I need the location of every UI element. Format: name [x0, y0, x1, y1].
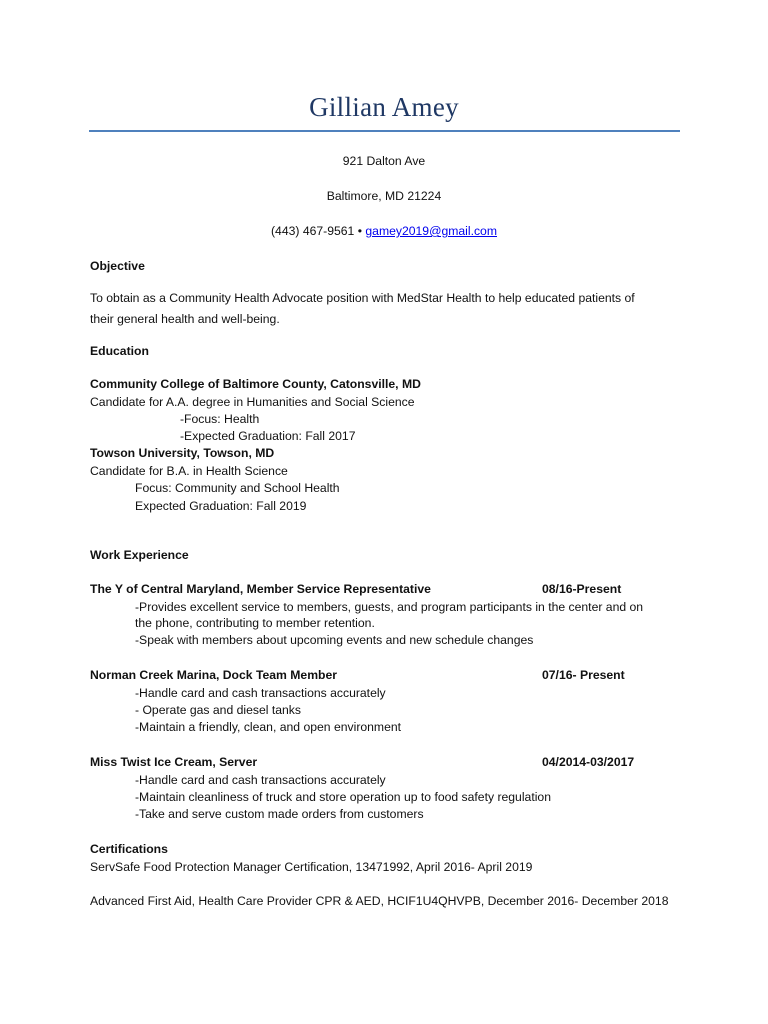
school-1-name: Community College of Baltimore County, Catonsville, MD [90, 377, 421, 391]
school-2-name: Towson University, Towson, MD [90, 446, 275, 460]
certifications-heading: Certifications [90, 842, 168, 856]
job-2-bullet-3: -Maintain a friendly, clean, and open environment [135, 720, 402, 734]
job-3-bullet-1: -Handle card and cash transactions accurately [135, 773, 386, 787]
job-1-title: The Y of Central Maryland, Member Service Representative [90, 582, 431, 596]
address-line-1: 921 Dalton Ave [342, 154, 426, 168]
school-2-degree: Candidate for B.A. in Health Science [90, 464, 288, 478]
job-1-bullet-1: -Provides excellent service to members, guests, and program participants in the center and on [135, 600, 644, 614]
objective-text-line-1: To obtain as a Community Health Advocate position with MedStar Health to help educated patients of [90, 291, 635, 305]
job-1-dates: 08/16-Present [542, 582, 622, 596]
contact-line [0, 223, 768, 239]
school-2-graduation: Expected Graduation: Fall 2019 [135, 499, 307, 513]
job-2-title: Norman Creek Marina, Dock Team Member [90, 668, 337, 682]
job-2-bullet-1: -Handle card and cash transactions accurately [135, 686, 386, 700]
job-2-dates: 07/16- Present [542, 668, 625, 682]
school-1-degree: Candidate for A.A. degree in Humanities and Social Science [90, 395, 415, 409]
phone-number: (443) 467-9561 [270, 224, 355, 238]
job-1-bullet-2: -Speak with members about upcoming events and new schedule changes [135, 633, 534, 647]
resume-name: Gillian Amey [309, 92, 459, 122]
job-3-bullet-2: -Maintain cleanliness of truck and store operation up to food safety regulation [135, 790, 551, 804]
job-2-bullet-2: - Operate gas and diesel tanks [135, 703, 301, 717]
work-heading: Work Experience [90, 548, 189, 562]
header-divider [89, 130, 680, 132]
email-link[interactable]: gamey2019@gmail.com [365, 224, 497, 238]
school-2-focus: Focus: Community and School Health [135, 481, 340, 495]
job-3-dates: 04/2014-03/2017 [542, 755, 635, 769]
objective-heading: Objective [90, 259, 145, 273]
certification-2: Advanced First Aid, Health Care Provider CPR & AED, HCIF1U4QHVPB, December 2016- December 2018 [90, 894, 669, 908]
certification-1: ServSafe Food Protection Manager Certification, 13471992, April 2016- April 2019 [90, 860, 533, 874]
job-3-bullet-3: -Take and serve custom made orders from customers [135, 807, 424, 821]
address-line-2: Baltimore, MD 21224 [326, 189, 442, 203]
job-3-title: Miss Twist Ice Cream, Server [90, 755, 258, 769]
school-1-graduation: -Expected Graduation: Fall 2017 [180, 429, 356, 443]
education-heading: Education [90, 344, 149, 358]
job-1-bullet-1-cont: the phone, contributing to member retention. [135, 616, 375, 630]
contact-separator: • [357, 224, 362, 238]
school-1-focus: -Focus: Health [180, 412, 260, 426]
objective-text-line-2: their general health and well-being. [90, 312, 280, 326]
